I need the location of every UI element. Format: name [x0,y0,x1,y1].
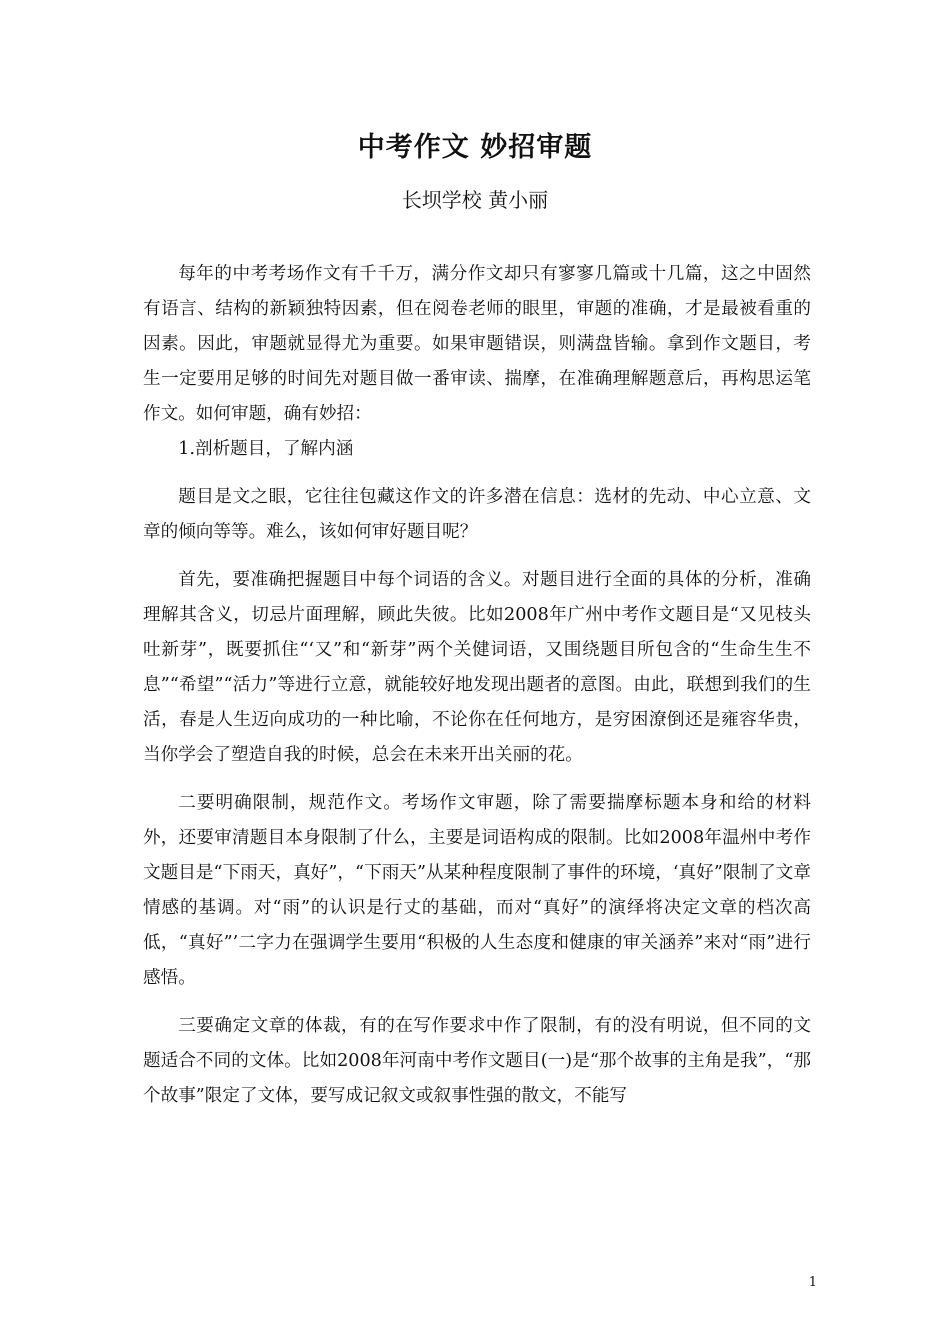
paragraph-second-point: 二要明确限制，规范作文。考场作文审题，除了需要揣摩标题本身和给的材料外，还要审清题目本身限制了什么，主要是词语构成的限制。比如2008年温州中考作文题目是“下雨天，真好”，“下雨天”从某种程度限制了事件的环境，‘真好”限制了文章情感的基调。对“雨”的认识是行丈的基础，而对“真好”的演绎将决定文章的档次高低，“真好”’二字力在强调学生要用“积极的人生态度和健康的审关涵养”来对“雨”进行感悟。 [143,793,811,988]
paragraph-title-importance: 题目是文之眼，它往往包藏这作文的许多潜在信息：选材的先动、中心立意、文章的倾向等等。难么，该如何审好题目呢？ [143,487,811,542]
paragraph-third-point: 三要确定文章的体裁，有的在写作要求中作了限制，有的没有明说，但不同的文题适合不同的文体。比如2008年河南中考作文题目(一)是“那个故事的主角是我”，“那个故事”限定了文体，要写成记叙文或叙事性强的散文，不能写 [143,1016,811,1106]
section-heading: 1.剖析题目，了解内涵 [178,439,354,459]
author-line: 长坝学校 黄小丽 [401,188,549,212]
document-title: 中考作文 妙招审题 [357,132,593,163]
paragraph-first-point: 首先，要准确把握题目中每个词语的含义。对题目进行全面的具体的分析，准确理解其含义，切忌片面理解，顾此失彼。比如2008年广州中考作文题目是“又见枝头吐新芽”，既要抓住“‘又”和“新芽”两个关健词语，又围绕题目所包含的“生命生生不息”“希望”“活力”等进行立意，就能较好地发现出题者的意图。由此，联想到我们的生活，春是人生迈向成功的一种比喻，不论你在任何地方，是穷困潦倒还是雍容华贵，当你学会了塑造自我的时候，总会在未来开出关丽的花。 [143,570,811,765]
paragraph-intro: 每年的中考考场作文有千千万，满分作文却只有寥寥几篇或十几篇，这之中固然有语言、结构的新颖独特因素，但在阅卷老师的眼里，审题的准确，才是最被看重的因素。因此，审题就显得尤为重要。如果审题错误，则满盘皆输。拿到作文题目，考生一定要用足够的时间先对题目做一番审读、揣摩，在准确理解题意后，再构思运笔作文。如何审题，确有妙招： [143,264,811,424]
document-body [143,257,811,1114]
page-number: 1 [808,1275,817,1290]
